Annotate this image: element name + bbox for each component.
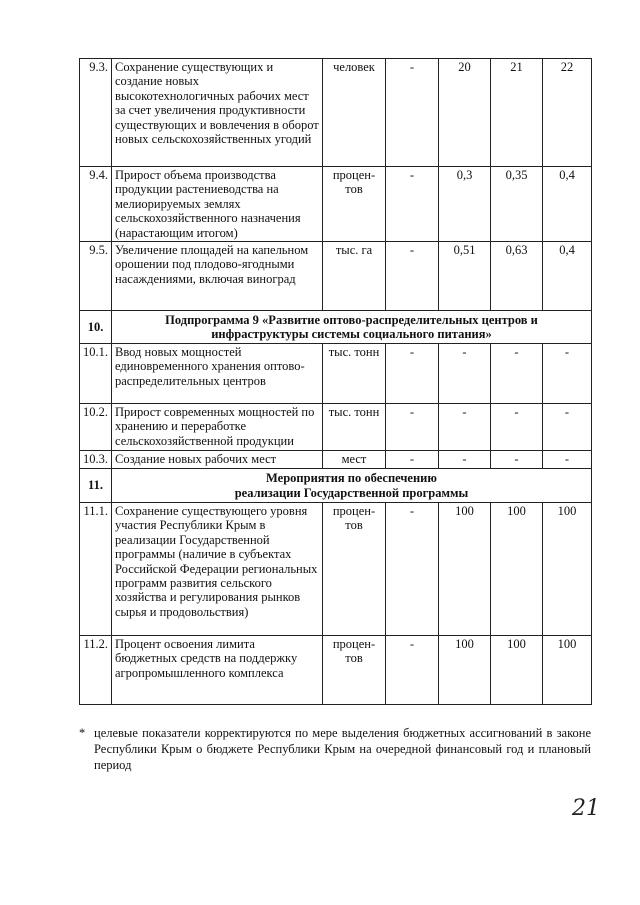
value-cell: - bbox=[386, 59, 439, 167]
value-cell: 100 bbox=[491, 636, 543, 705]
indicator-name: Ввод новых мощностей единовременного хранения оптово-распределительных центров bbox=[112, 344, 323, 404]
subprogram-title bbox=[112, 311, 592, 344]
unit: тыс. тонн bbox=[323, 404, 386, 451]
subprogram-title-line: инфраструктуры системы социального питания» bbox=[211, 327, 492, 342]
subprogram-title-line: Подпрограмма 9 «Развитие оптово-распределительных центров и bbox=[165, 312, 538, 327]
value-cell: 0,63 bbox=[491, 242, 543, 311]
value-cell: - bbox=[386, 503, 439, 636]
unit: процен-тов bbox=[323, 503, 386, 636]
value-cell: - bbox=[543, 404, 592, 451]
table-row bbox=[80, 503, 592, 636]
value-cell: - bbox=[439, 344, 491, 404]
row-number: 10. bbox=[80, 311, 112, 344]
row-number: 10.2. bbox=[80, 404, 112, 451]
value-cell: - bbox=[543, 451, 592, 469]
unit: мест bbox=[323, 451, 386, 469]
indicator-name: Создание новых рабочих мест bbox=[112, 451, 323, 469]
table-row bbox=[80, 242, 592, 311]
unit: процен-тов bbox=[323, 636, 386, 705]
value-cell: 22 bbox=[543, 59, 592, 167]
table-row bbox=[80, 59, 592, 167]
table-row bbox=[80, 636, 592, 705]
value-cell: 0,4 bbox=[543, 242, 592, 311]
unit: процен-тов bbox=[323, 167, 386, 242]
value-cell: 21 bbox=[491, 59, 543, 167]
indicator-name: Сохранение существующих и создание новых высокотехнологичных рабочих мест за счет увеличения продуктивности существующих и вовлечения в оборот новых сельскохозяйственных угодий bbox=[112, 59, 323, 167]
value-cell: - bbox=[386, 451, 439, 469]
value-cell: - bbox=[386, 404, 439, 451]
footnote-marker: * bbox=[79, 726, 86, 740]
unit: тыс. га bbox=[323, 242, 386, 311]
indicator-name: Прирост объема производства продукции растениеводства на мелиорируемых землях сельскохозяйственного назначения (нарастающим итогом) bbox=[112, 167, 323, 242]
subprogram-header-row bbox=[80, 311, 592, 344]
value-cell: - bbox=[491, 404, 543, 451]
indicator-name: Увеличение площадей на капельном орошении под плодово-ягодными насаждениями, включая виноград bbox=[112, 242, 323, 311]
table-row bbox=[80, 404, 592, 451]
value-cell: 100 bbox=[491, 503, 543, 636]
value-cell: - bbox=[491, 344, 543, 404]
row-number: 9.5. bbox=[80, 242, 112, 311]
subprogram-title-line: реализации Государственной программы bbox=[234, 485, 469, 500]
subprogram-header-row bbox=[80, 469, 592, 503]
subprogram-title-line: Мероприятия по обеспечению bbox=[266, 471, 437, 486]
row-number: 11.2. bbox=[80, 636, 112, 705]
table-row bbox=[80, 344, 592, 404]
value-cell: 100 bbox=[543, 636, 592, 705]
value-cell: - bbox=[439, 451, 491, 469]
page-number: 21 bbox=[572, 796, 600, 821]
value-cell: 20 bbox=[439, 59, 491, 167]
row-number: 9.4. bbox=[80, 167, 112, 242]
row-number: 11. bbox=[80, 469, 112, 503]
indicator-name: Сохранение существующего уровня участия Республики Крым в реализации Государственной программы (наличие в субъектах Российской Федерации региональных программ развития сельского хозяйства и регулирования рынков сырья и продовольствия) bbox=[112, 503, 323, 636]
table-row bbox=[80, 167, 592, 242]
unit: человек bbox=[323, 59, 386, 167]
indicators-table bbox=[79, 58, 592, 705]
subprogram-title bbox=[112, 469, 592, 503]
value-cell: 0,51 bbox=[439, 242, 491, 311]
value-cell: 100 bbox=[439, 503, 491, 636]
row-number: 11.1. bbox=[80, 503, 112, 636]
value-cell: - bbox=[491, 451, 543, 469]
table-row bbox=[80, 451, 592, 469]
value-cell: - bbox=[439, 404, 491, 451]
value-cell: - bbox=[543, 344, 592, 404]
value-cell: - bbox=[386, 344, 439, 404]
footnote-text: целевые показатели корректируются по мере выделения бюджетных ассигнований в законе Республики Крым о бюджете Республики Крым на очередной финансовый год и плановый период bbox=[94, 726, 591, 772]
row-number: 10.1. bbox=[80, 344, 112, 404]
value-cell: 0,4 bbox=[543, 167, 592, 242]
unit: тыс. тонн bbox=[323, 344, 386, 404]
value-cell: 100 bbox=[543, 503, 592, 636]
value-cell: - bbox=[386, 167, 439, 242]
value-cell: 100 bbox=[439, 636, 491, 705]
value-cell: - bbox=[386, 242, 439, 311]
value-cell: - bbox=[386, 636, 439, 705]
row-number: 10.3. bbox=[80, 451, 112, 469]
row-number: 9.3. bbox=[80, 59, 112, 167]
footnote bbox=[79, 725, 591, 773]
value-cell: 0,3 bbox=[439, 167, 491, 242]
indicator-name: Процент освоения лимита бюджетных средств на поддержку агропромышленного комплекса bbox=[112, 636, 323, 705]
value-cell: 0,35 bbox=[491, 167, 543, 242]
indicator-name: Прирост современных мощностей по хранению и переработке сельскохозяйственной продукции bbox=[112, 404, 323, 451]
